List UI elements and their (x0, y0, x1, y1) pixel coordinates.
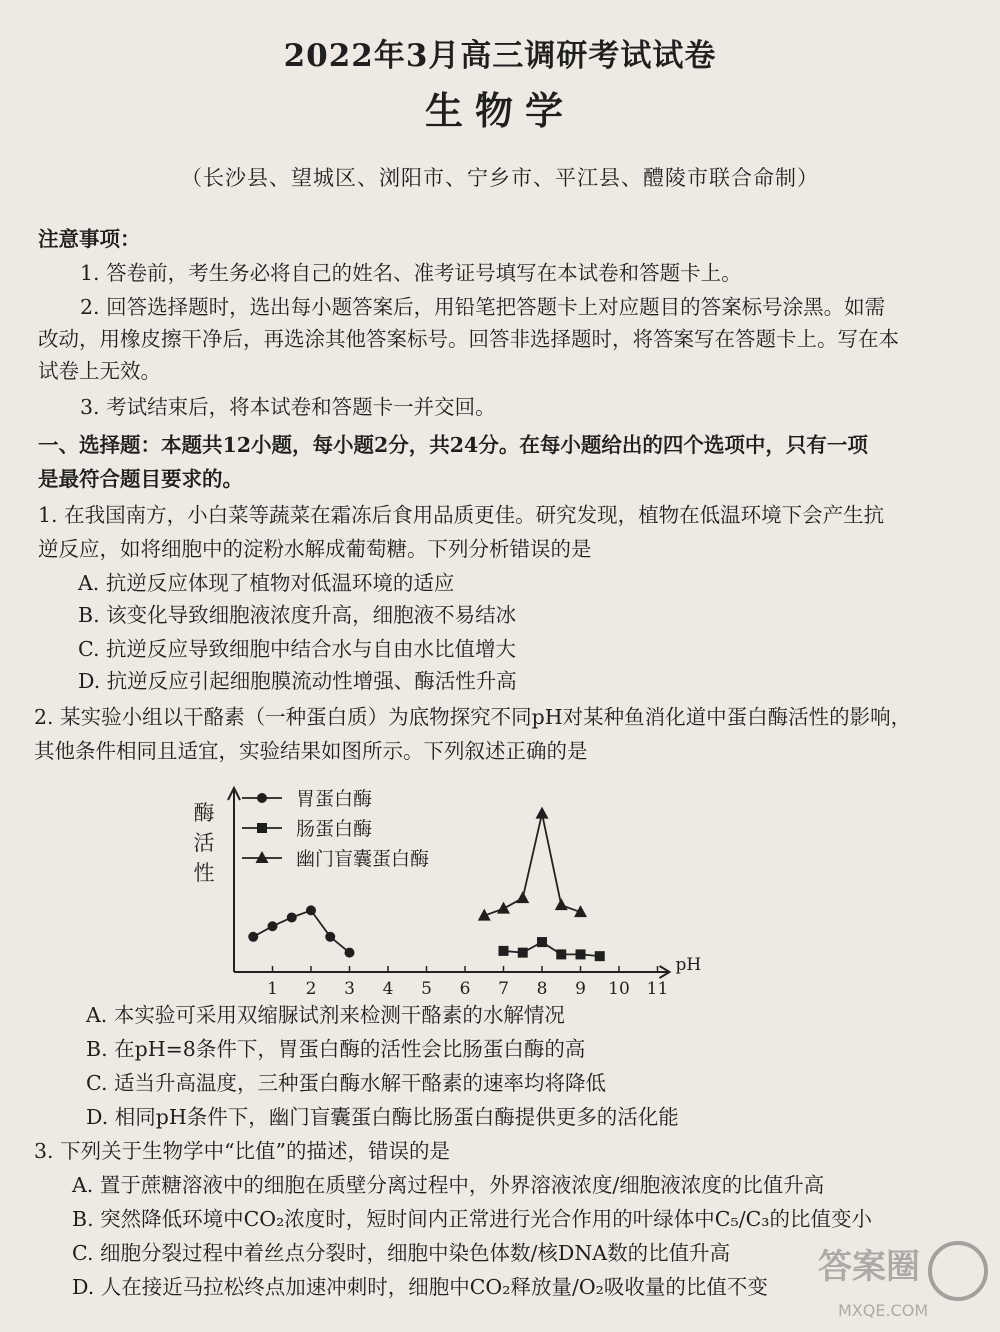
section-heading: 一、选择题：本题共12小题，每小题2分，共24分。在每小题给出的四个选项中，只有一项 (38, 433, 868, 457)
x-tick-label: 8 (536, 979, 548, 999)
enzyme-activity-chart (190, 776, 702, 1006)
x-axis-label: pH (675, 955, 702, 975)
data-point (248, 932, 258, 942)
x-tick-label: 11 (646, 979, 669, 999)
q1-option-c: C. 抗逆反应导致细胞中结合水与自由水比值增大 (78, 637, 516, 661)
data-point (537, 937, 547, 947)
notice-item-2-end: 试卷上无效。 (38, 359, 161, 383)
q2-stem: 2. 某实验小组以干酪素（一种蛋白质）为底物探究不同pH对某种鱼消化道中蛋白酶活性的影响， (34, 705, 912, 729)
data-point (325, 932, 335, 942)
data-point (345, 948, 355, 958)
q3-option-b: B. 突然降低环境中CO₂浓度时，短时间内正常进行光合作用的叶绿体中C₅/C₃的比值变小 (72, 1207, 873, 1231)
notice-item-3: 3. 考试结束后，将本试卷和答题卡一并交回。 (80, 395, 496, 419)
notice-item-2-cont: 改动，用橡皮擦干净后，再选涂其他答案标号。回答非选择题时，将答案写在答题卡上。写在本 (38, 327, 899, 351)
section-heading-cont: 是最符合题目要求的。 (38, 467, 243, 491)
q1-option-b: B. 该变化导致细胞液浓度升高，细胞液不易结冰 (78, 603, 517, 627)
data-point (306, 905, 316, 915)
data-point (556, 949, 566, 959)
data-point (287, 912, 297, 922)
x-tick-label: 10 (608, 979, 630, 999)
watermark-text: 答案圈 (818, 1247, 920, 1287)
subject-title: 生物学 (424, 88, 575, 133)
q2-option-b: B. 在pH=8条件下，胃蛋白酶的活性会比肠蛋白酶的高 (86, 1037, 586, 1061)
watermark-logo (798, 1226, 988, 1326)
series-line (253, 910, 349, 952)
organizers-line: （长沙县、望城区、浏阳市、宁乡市、平江县、醴陵市联合命制） (181, 166, 819, 190)
q1-option-a: A. 抗逆反应体现了植物对低温环境的适应 (78, 571, 455, 595)
q1-stem-cont: 逆反应，如将细胞中的淀粉水解成葡萄糖。下列分析错误的是 (38, 537, 592, 561)
legend-label: 肠蛋白酶 (296, 818, 373, 840)
q3-option-c: C. 细胞分裂过程中着丝点分裂时，细胞中染色体数/核DNA数的比值升高 (72, 1241, 731, 1265)
legend-marker (257, 823, 267, 833)
x-tick-label: 6 (459, 979, 471, 999)
q2-stem-cont: 其他条件相同且适宜，实验结果如图所示。下列叙述正确的是 (34, 739, 588, 763)
data-point (518, 948, 528, 958)
q2-option-c: C. 适当升高温度，三种蛋白酶水解干酪素的速率均将降低 (86, 1071, 606, 1095)
data-point (516, 891, 529, 903)
notice-item-2: 2. 回答选择题时，选出每小题答案后，用铅笔把答题卡上对应题目的答案标号涂黑。如需 (80, 295, 886, 319)
x-tick-label: 4 (382, 979, 394, 999)
x-tick-label: 3 (344, 979, 355, 999)
q1-stem: 1. 在我国南方，小白菜等蔬菜在霜冻后食用品质更佳。研究发现，植物在低温环境下会产生抗 (38, 503, 885, 527)
x-tick-label: 1 (267, 979, 278, 999)
data-point (555, 898, 568, 910)
q3-option-a: A. 置于蔗糖溶液中的细胞在质壁分离过程中，外界溶液浓度/细胞液浓度的比值升高 (72, 1173, 825, 1197)
q1-option-d: D. 抗逆反应引起细胞膜流动性增强、酶活性升高 (78, 669, 517, 693)
y-axis-label-char: 酶 (193, 801, 215, 825)
x-tick-label: 9 (575, 979, 586, 999)
watermark-url: MXQE.COM (838, 1301, 929, 1320)
data-point (576, 949, 586, 959)
notice-item-1: 1. 答卷前，考生务必将自己的姓名、准考证号填写在本试卷和答题卡上。 (80, 261, 742, 285)
data-point (499, 946, 509, 956)
x-tick-label: 7 (498, 979, 509, 999)
x-tick-label: 2 (305, 979, 317, 999)
legend-label: 幽门盲囊蛋白酶 (296, 848, 430, 870)
y-axis-label-char: 性 (193, 861, 215, 885)
q3-stem: 3. 下列关于生物学中“比值”的描述，错误的是 (34, 1139, 451, 1163)
data-point (268, 921, 278, 931)
data-point (595, 951, 605, 961)
q3-option-d: D. 人在接近马拉松终点加速冲刺时，细胞中CO₂释放量/O₂吸收量的比值不变 (72, 1275, 768, 1299)
data-point (536, 807, 549, 819)
y-axis-label-char: 活 (193, 831, 215, 855)
legend-marker (256, 851, 269, 863)
legend-marker (257, 793, 267, 803)
series-line (484, 814, 580, 916)
exam-title: 2022年3月高三调研考试试卷 (283, 38, 717, 74)
q2-option-d: D. 相同pH条件下，幽门盲囊蛋白酶比肠蛋白酶提供更多的活化能 (86, 1105, 679, 1129)
data-point (497, 902, 510, 914)
chart-svg (190, 776, 702, 1006)
legend-label: 胃蛋白酶 (296, 788, 373, 810)
q2-option-a: A. 本实验可采用双缩脲试剂来检测干酪素的水解情况 (86, 1003, 565, 1027)
notice-heading: 注意事项： (38, 227, 141, 251)
x-tick-label: 5 (421, 979, 432, 999)
